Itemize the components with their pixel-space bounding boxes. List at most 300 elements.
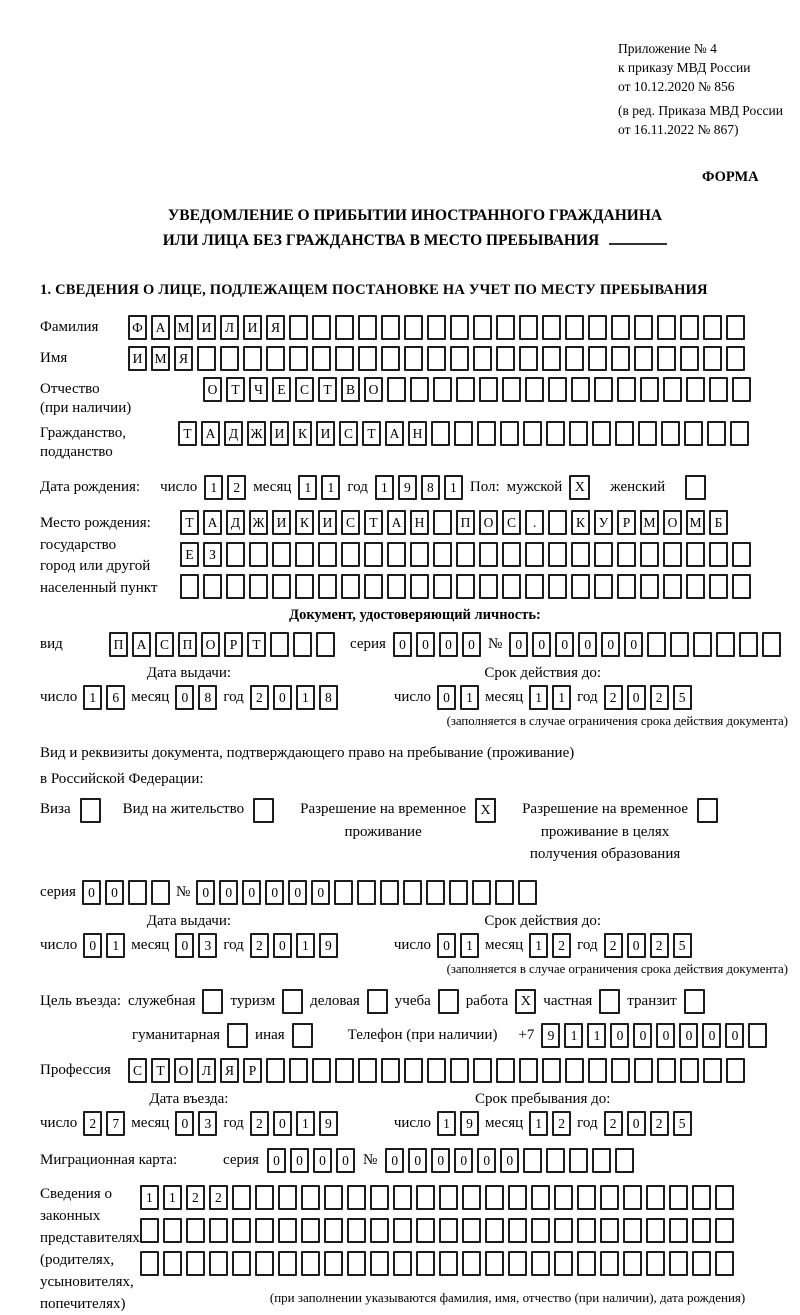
char-box[interactable]: [301, 1185, 320, 1210]
char-box[interactable]: [730, 421, 749, 446]
char-box[interactable]: [370, 1185, 389, 1210]
char-box[interactable]: [197, 346, 216, 371]
char-box[interactable]: 0: [408, 1148, 427, 1173]
char-box[interactable]: [318, 542, 337, 567]
char-box[interactable]: [289, 346, 308, 371]
char-box[interactable]: [270, 632, 289, 657]
char-box[interactable]: [634, 346, 653, 371]
char-box[interactable]: 0: [196, 880, 215, 905]
char-box[interactable]: [686, 542, 705, 567]
char-box[interactable]: [531, 1218, 550, 1243]
char-box[interactable]: Р: [243, 1058, 262, 1083]
char-box[interactable]: [255, 1185, 274, 1210]
char-box[interactable]: [542, 1058, 561, 1083]
char-box[interactable]: [324, 1185, 343, 1210]
char-box[interactable]: 0: [679, 1023, 698, 1048]
char-box[interactable]: 0: [288, 880, 307, 905]
char-box[interactable]: 0: [702, 1023, 721, 1048]
char-box[interactable]: [496, 1058, 515, 1083]
char-box[interactable]: 0: [555, 632, 574, 657]
char-box[interactable]: К: [295, 510, 314, 535]
char-box[interactable]: 1: [564, 1023, 583, 1048]
char-box[interactable]: 1: [83, 685, 102, 710]
char-box[interactable]: [335, 1058, 354, 1083]
char-box[interactable]: Т: [151, 1058, 170, 1083]
char-box[interactable]: А: [132, 632, 151, 657]
char-box[interactable]: [358, 1058, 377, 1083]
char-box[interactable]: 0: [311, 880, 330, 905]
char-box[interactable]: [715, 1251, 734, 1276]
purpose-official-checkbox[interactable]: [202, 989, 223, 1014]
char-box[interactable]: Т: [318, 377, 337, 402]
char-box[interactable]: [546, 1148, 565, 1173]
char-box[interactable]: [289, 315, 308, 340]
char-box[interactable]: [508, 1218, 527, 1243]
char-box[interactable]: 0: [175, 933, 194, 958]
char-box[interactable]: [709, 377, 728, 402]
char-box[interactable]: 1: [163, 1185, 182, 1210]
char-box[interactable]: [341, 574, 360, 599]
char-box[interactable]: [707, 421, 726, 446]
char-box[interactable]: З: [203, 542, 222, 567]
char-box[interactable]: [316, 632, 335, 657]
char-box[interactable]: [416, 1251, 435, 1276]
char-box[interactable]: [255, 1251, 274, 1276]
char-box[interactable]: 8: [198, 685, 217, 710]
char-box[interactable]: 0: [313, 1148, 332, 1173]
char-box[interactable]: [569, 421, 588, 446]
char-box[interactable]: М: [640, 510, 659, 535]
char-box[interactable]: Р: [224, 632, 243, 657]
char-box[interactable]: И: [272, 510, 291, 535]
char-box[interactable]: 1: [460, 685, 479, 710]
char-box[interactable]: [450, 315, 469, 340]
char-box[interactable]: И: [316, 421, 335, 446]
char-box[interactable]: 0: [273, 1111, 292, 1136]
char-box[interactable]: [531, 1251, 550, 1276]
char-box[interactable]: [203, 574, 222, 599]
char-box[interactable]: Ч: [249, 377, 268, 402]
char-box[interactable]: 8: [319, 685, 338, 710]
purpose-transit-checkbox[interactable]: [684, 989, 705, 1014]
char-box[interactable]: [661, 421, 680, 446]
char-box[interactable]: [670, 632, 689, 657]
purpose-tourism-checkbox[interactable]: [282, 989, 303, 1014]
purpose-work-checkbox[interactable]: X: [515, 989, 536, 1014]
char-box[interactable]: Ж: [247, 421, 266, 446]
char-box[interactable]: [163, 1218, 182, 1243]
char-box[interactable]: [571, 542, 590, 567]
char-box[interactable]: 0: [273, 685, 292, 710]
char-box[interactable]: Е: [272, 377, 291, 402]
char-box[interactable]: [523, 421, 542, 446]
char-box[interactable]: 1: [321, 475, 340, 500]
char-box[interactable]: [427, 346, 446, 371]
char-box[interactable]: [716, 632, 735, 657]
char-box[interactable]: 0: [385, 1148, 404, 1173]
char-box[interactable]: [565, 1058, 584, 1083]
char-box[interactable]: И: [270, 421, 289, 446]
char-box[interactable]: Н: [410, 510, 429, 535]
char-box[interactable]: [358, 315, 377, 340]
char-box[interactable]: [393, 1185, 412, 1210]
char-box[interactable]: 2: [552, 933, 571, 958]
char-box[interactable]: 1: [140, 1185, 159, 1210]
char-box[interactable]: [473, 346, 492, 371]
char-box[interactable]: [266, 346, 285, 371]
char-box[interactable]: 0: [336, 1148, 355, 1173]
char-box[interactable]: 1: [587, 1023, 606, 1048]
char-box[interactable]: И: [197, 315, 216, 340]
char-box[interactable]: [370, 1251, 389, 1276]
char-box[interactable]: [548, 377, 567, 402]
char-box[interactable]: [519, 315, 538, 340]
char-box[interactable]: С: [128, 1058, 147, 1083]
char-box[interactable]: [617, 574, 636, 599]
char-box[interactable]: [410, 574, 429, 599]
char-box[interactable]: [726, 346, 745, 371]
char-box[interactable]: [393, 1218, 412, 1243]
char-box[interactable]: 9: [541, 1023, 560, 1048]
char-box[interactable]: [634, 315, 653, 340]
char-box[interactable]: [278, 1185, 297, 1210]
char-box[interactable]: [454, 421, 473, 446]
char-box[interactable]: [577, 1185, 596, 1210]
char-box[interactable]: [347, 1251, 366, 1276]
char-box[interactable]: 0: [627, 933, 646, 958]
char-box[interactable]: [542, 346, 561, 371]
char-box[interactable]: А: [387, 510, 406, 535]
char-box[interactable]: 2: [250, 1111, 269, 1136]
char-box[interactable]: 2: [650, 1111, 669, 1136]
char-box[interactable]: [646, 1218, 665, 1243]
char-box[interactable]: [347, 1218, 366, 1243]
char-box[interactable]: [508, 1185, 527, 1210]
char-box[interactable]: [693, 632, 712, 657]
char-box[interactable]: 1: [444, 475, 463, 500]
char-box[interactable]: [393, 1251, 412, 1276]
char-box[interactable]: [657, 346, 676, 371]
purpose-study-checkbox[interactable]: [438, 989, 459, 1014]
char-box[interactable]: Р: [617, 510, 636, 535]
char-box[interactable]: 2: [552, 1111, 571, 1136]
char-box[interactable]: [703, 346, 722, 371]
char-box[interactable]: [640, 542, 659, 567]
char-box[interactable]: [433, 510, 452, 535]
char-box[interactable]: Д: [224, 421, 243, 446]
char-box[interactable]: [617, 377, 636, 402]
char-box[interactable]: [502, 377, 521, 402]
char-box[interactable]: 2: [604, 933, 623, 958]
char-box[interactable]: [663, 377, 682, 402]
char-box[interactable]: Е: [180, 542, 199, 567]
char-box[interactable]: [594, 574, 613, 599]
char-box[interactable]: Л: [220, 315, 239, 340]
char-box[interactable]: [186, 1218, 205, 1243]
char-box[interactable]: [715, 1185, 734, 1210]
char-box[interactable]: [312, 346, 331, 371]
char-box[interactable]: [151, 880, 170, 905]
char-box[interactable]: 0: [601, 632, 620, 657]
char-box[interactable]: 6: [106, 685, 125, 710]
char-box[interactable]: 9: [460, 1111, 479, 1136]
char-box[interactable]: 0: [273, 933, 292, 958]
char-box[interactable]: [523, 1148, 542, 1173]
char-box[interactable]: О: [201, 632, 220, 657]
char-box[interactable]: [209, 1218, 228, 1243]
char-box[interactable]: [140, 1218, 159, 1243]
char-box[interactable]: [209, 1251, 228, 1276]
char-box[interactable]: [370, 1218, 389, 1243]
char-box[interactable]: [647, 632, 666, 657]
char-box[interactable]: О: [479, 510, 498, 535]
char-box[interactable]: 0: [105, 880, 124, 905]
char-box[interactable]: 2: [83, 1111, 102, 1136]
char-box[interactable]: [324, 1251, 343, 1276]
char-box[interactable]: 1: [296, 1111, 315, 1136]
char-box[interactable]: [548, 510, 567, 535]
char-box[interactable]: 9: [319, 1111, 338, 1136]
char-box[interactable]: [427, 315, 446, 340]
char-box[interactable]: 1: [106, 933, 125, 958]
char-box[interactable]: О: [364, 377, 383, 402]
char-box[interactable]: [163, 1251, 182, 1276]
char-box[interactable]: [364, 542, 383, 567]
char-box[interactable]: [387, 542, 406, 567]
char-box[interactable]: [439, 1251, 458, 1276]
char-box[interactable]: О: [663, 510, 682, 535]
char-box[interactable]: [709, 542, 728, 567]
char-box[interactable]: [692, 1185, 711, 1210]
char-box[interactable]: [525, 542, 544, 567]
char-box[interactable]: [577, 1251, 596, 1276]
char-box[interactable]: [485, 1251, 504, 1276]
char-box[interactable]: [232, 1251, 251, 1276]
char-box[interactable]: 0: [532, 632, 551, 657]
char-box[interactable]: [404, 315, 423, 340]
char-box[interactable]: 0: [82, 880, 101, 905]
char-box[interactable]: [278, 1251, 297, 1276]
char-box[interactable]: [732, 377, 751, 402]
char-box[interactable]: [657, 315, 676, 340]
char-box[interactable]: 1: [375, 475, 394, 500]
char-box[interactable]: И: [318, 510, 337, 535]
char-box[interactable]: [431, 421, 450, 446]
char-box[interactable]: [312, 1058, 331, 1083]
char-box[interactable]: 0: [219, 880, 238, 905]
residence-permit-checkbox[interactable]: [253, 798, 274, 823]
char-box[interactable]: [456, 377, 475, 402]
char-box[interactable]: [301, 1251, 320, 1276]
char-box[interactable]: [249, 574, 268, 599]
char-box[interactable]: [638, 421, 657, 446]
char-box[interactable]: [341, 542, 360, 567]
char-box[interactable]: [410, 542, 429, 567]
char-box[interactable]: [680, 1058, 699, 1083]
char-box[interactable]: К: [293, 421, 312, 446]
char-box[interactable]: [542, 315, 561, 340]
char-box[interactable]: [220, 346, 239, 371]
char-box[interactable]: [508, 1251, 527, 1276]
char-box[interactable]: [433, 574, 452, 599]
char-box[interactable]: [462, 1218, 481, 1243]
char-box[interactable]: [462, 1185, 481, 1210]
char-box[interactable]: 3: [198, 1111, 217, 1136]
char-box[interactable]: [335, 315, 354, 340]
char-box[interactable]: [640, 574, 659, 599]
char-box[interactable]: 3: [198, 933, 217, 958]
char-box[interactable]: Т: [178, 421, 197, 446]
char-box[interactable]: 0: [725, 1023, 744, 1048]
char-box[interactable]: [611, 346, 630, 371]
char-box[interactable]: [502, 574, 521, 599]
char-box[interactable]: С: [502, 510, 521, 535]
char-box[interactable]: [295, 542, 314, 567]
char-box[interactable]: [684, 421, 703, 446]
char-box[interactable]: 0: [431, 1148, 450, 1173]
char-box[interactable]: Т: [180, 510, 199, 535]
char-box[interactable]: [479, 574, 498, 599]
char-box[interactable]: [226, 574, 245, 599]
char-box[interactable]: О: [203, 377, 222, 402]
char-box[interactable]: [623, 1251, 642, 1276]
sex-female-checkbox[interactable]: [685, 475, 706, 500]
char-box[interactable]: [518, 880, 537, 905]
char-box[interactable]: С: [155, 632, 174, 657]
char-box[interactable]: [686, 574, 705, 599]
char-box[interactable]: [592, 1148, 611, 1173]
char-box[interactable]: [594, 542, 613, 567]
char-box[interactable]: 0: [175, 685, 194, 710]
char-box[interactable]: Т: [226, 377, 245, 402]
char-box[interactable]: С: [339, 421, 358, 446]
char-box[interactable]: [588, 315, 607, 340]
char-box[interactable]: [180, 574, 199, 599]
char-box[interactable]: 8: [421, 475, 440, 500]
char-box[interactable]: 0: [454, 1148, 473, 1173]
char-box[interactable]: Я: [266, 315, 285, 340]
char-box[interactable]: [416, 1185, 435, 1210]
char-box[interactable]: [324, 1218, 343, 1243]
char-box[interactable]: 0: [477, 1148, 496, 1173]
char-box[interactable]: [692, 1251, 711, 1276]
char-box[interactable]: [427, 1058, 446, 1083]
char-box[interactable]: [334, 880, 353, 905]
char-box[interactable]: [456, 574, 475, 599]
temp-residence-checkbox[interactable]: X: [475, 798, 496, 823]
visa-checkbox[interactable]: [80, 798, 101, 823]
char-box[interactable]: 5: [673, 1111, 692, 1136]
char-box[interactable]: [615, 421, 634, 446]
char-box[interactable]: 2: [250, 933, 269, 958]
char-box[interactable]: [623, 1218, 642, 1243]
char-box[interactable]: 0: [242, 880, 261, 905]
char-box[interactable]: [433, 377, 452, 402]
char-box[interactable]: 0: [633, 1023, 652, 1048]
char-box[interactable]: [525, 574, 544, 599]
char-box[interactable]: С: [295, 377, 314, 402]
char-box[interactable]: [232, 1218, 251, 1243]
char-box[interactable]: [255, 1218, 274, 1243]
char-box[interactable]: М: [151, 346, 170, 371]
char-box[interactable]: 0: [437, 685, 456, 710]
char-box[interactable]: [301, 1218, 320, 1243]
char-box[interactable]: [485, 1185, 504, 1210]
char-box[interactable]: 1: [298, 475, 317, 500]
char-box[interactable]: А: [385, 421, 404, 446]
char-box[interactable]: [128, 880, 147, 905]
char-box[interactable]: А: [151, 315, 170, 340]
char-box[interactable]: [496, 315, 515, 340]
char-box[interactable]: О: [174, 1058, 193, 1083]
char-box[interactable]: 0: [265, 880, 284, 905]
char-box[interactable]: 1: [529, 685, 548, 710]
char-box[interactable]: [186, 1251, 205, 1276]
char-box[interactable]: [439, 1185, 458, 1210]
char-box[interactable]: 0: [439, 632, 458, 657]
char-box[interactable]: [519, 346, 538, 371]
char-box[interactable]: [450, 346, 469, 371]
char-box[interactable]: П: [456, 510, 475, 535]
char-box[interactable]: 0: [627, 685, 646, 710]
char-box[interactable]: [657, 1058, 676, 1083]
char-box[interactable]: [381, 1058, 400, 1083]
char-box[interactable]: [249, 542, 268, 567]
char-box[interactable]: [381, 315, 400, 340]
char-box[interactable]: [226, 542, 245, 567]
char-box[interactable]: [611, 1058, 630, 1083]
char-box[interactable]: Т: [247, 632, 266, 657]
char-box[interactable]: [686, 377, 705, 402]
char-box[interactable]: [646, 1251, 665, 1276]
char-box[interactable]: [548, 574, 567, 599]
char-box[interactable]: [416, 1218, 435, 1243]
char-box[interactable]: [640, 377, 659, 402]
char-box[interactable]: П: [109, 632, 128, 657]
char-box[interactable]: 0: [290, 1148, 309, 1173]
char-box[interactable]: [617, 542, 636, 567]
char-box[interactable]: Б: [709, 510, 728, 535]
char-box[interactable]: [600, 1218, 619, 1243]
char-box[interactable]: И: [128, 346, 147, 371]
char-box[interactable]: 2: [650, 933, 669, 958]
char-box[interactable]: [380, 880, 399, 905]
char-box[interactable]: 0: [656, 1023, 675, 1048]
char-box[interactable]: [669, 1251, 688, 1276]
char-box[interactable]: 0: [500, 1148, 519, 1173]
char-box[interactable]: [500, 421, 519, 446]
char-box[interactable]: [272, 542, 291, 567]
char-box[interactable]: [546, 421, 565, 446]
char-box[interactable]: [663, 574, 682, 599]
char-box[interactable]: [433, 542, 452, 567]
char-box[interactable]: 5: [673, 933, 692, 958]
char-box[interactable]: [554, 1251, 573, 1276]
char-box[interactable]: [272, 574, 291, 599]
char-box[interactable]: [554, 1185, 573, 1210]
char-box[interactable]: [726, 315, 745, 340]
char-box[interactable]: Д: [226, 510, 245, 535]
char-box[interactable]: [525, 377, 544, 402]
char-box[interactable]: 1: [552, 685, 571, 710]
char-box[interactable]: [381, 346, 400, 371]
char-box[interactable]: 2: [250, 685, 269, 710]
char-box[interactable]: А: [201, 421, 220, 446]
char-box[interactable]: [456, 542, 475, 567]
char-box[interactable]: [588, 346, 607, 371]
char-box[interactable]: [357, 880, 376, 905]
char-box[interactable]: [726, 1058, 745, 1083]
